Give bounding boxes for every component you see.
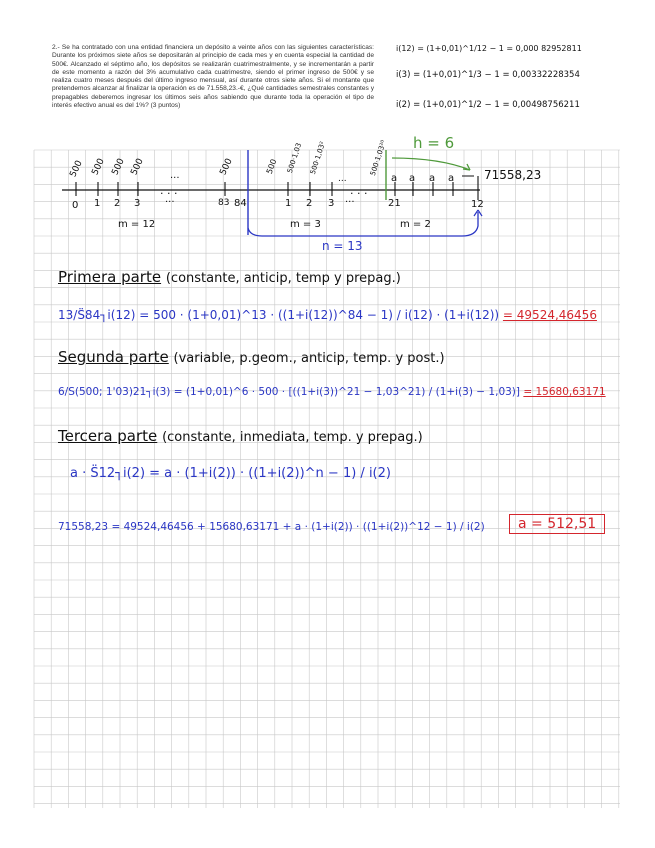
part1-formula [58,308,597,322]
tick-label: 3 [134,198,141,209]
tick-label: 2 [114,198,121,209]
part3-title: Tercera parte [58,427,158,445]
payment-p1: 500 [129,157,146,177]
payment-p2-dots: ... [338,174,347,184]
part2-result: = 15680,63171 [523,386,606,398]
payment-p2: 500·1,03² [308,140,328,176]
rate-i12: i(12) = (1+0,01)^1/12 − 1 = 0,000 82952811 [396,44,582,53]
final-equation: 71558,23 = 49524,46456 + 15680,63171 + a · (1+i(2)) · ((1+i(2))^12 − 1) / i(2) [58,521,485,533]
part1-expression: 13/S̈84┐i(12) = 500 · (1+0,01)^13 · ((1+i(12))^84 − 1) / i(12) · (1+i(12)) [58,308,500,322]
payment-p1: 500 [110,157,127,177]
rate-i2: i(2) = (1+0,01)^1/2 − 1 = 0,00498756211 [396,100,580,110]
part2-formula [58,386,606,398]
svg-text:. . .: . . . [160,184,178,197]
tick-label: ... [345,194,355,205]
payment-a: a [448,173,455,184]
payment-a: a [391,173,398,184]
payment-p2: 500·1,03²⁰ [368,139,388,177]
final-answer: a = 512,51 [509,514,605,534]
tick-label: 83 [218,198,230,208]
frequency-m1: m = 12 [118,219,156,230]
tick-label: 1 [285,198,292,209]
part2-expression: 6/S(500; 1'03)21┐i(3) = (1+0,01)^6 · 500 · [((1+i(3))^21 − 1,03^21) / (1+i(3) − 1,03)] [58,386,521,398]
part2-title: Segunda parte [58,348,169,366]
tick-label: 1 [94,198,101,209]
part1-heading [58,268,401,286]
final-amount: 71558,23 [484,168,542,182]
part1-subtitle: (constante, anticip, temp y prepag.) [165,271,401,286]
payment-p2: 500·1,03 [285,141,304,175]
svg-text:. . .: . . . [350,184,368,197]
payment-p1: 500 [68,159,85,179]
part1-title: Primera parte [58,268,162,286]
frequency-m3: m = 2 [400,219,431,230]
tick-label: 12 [471,199,484,210]
tick-label: 0 [72,200,79,211]
payment-p2: 500 [264,157,279,176]
tick-label: 3 [328,198,335,209]
part1-result: = 49524,46456 [502,308,597,322]
payment-p1-dots: ... [170,170,180,181]
part3-heading [58,427,423,445]
part3-formula: a · S̈12┐i(2) = a · (1+i(2)) · ((1+i(2))^n − 1) / i(2) [70,466,391,481]
n-label: n = 13 [322,239,363,253]
payment-p1: 500 [218,157,235,177]
frequency-m2: m = 3 [290,219,321,230]
part2-heading [58,348,445,366]
tick-label: 84 [234,198,247,209]
part3-subtitle: (constante, inmediata, temp. y prepag.) [162,430,423,445]
payment-a: a [429,173,436,184]
part2-subtitle: (variable, p.geom., anticip, temp. y post.) [173,351,445,366]
rate-i3: i(3) = (1+0,01)^1/3 − 1 = 0,00332228354 [396,70,580,80]
tick-label: ... [165,194,175,205]
payment-p1: 500 [90,157,107,177]
h-arrow [392,158,470,170]
tick-label: 2 [306,198,313,209]
h-label: h = 6 [413,134,455,152]
tick-label: 21 [388,198,401,209]
payment-a: a [409,173,416,184]
n-bracket [248,212,478,236]
problem-statement: 2.- Se ha contratado con una entidad financiera un depósito a veinte años con las siguientes características: Durante los próximos siete años se depositarán al principio de cada mes y en cuenta especial la cantidad de 500€. Alcanzado el séptimo año, los depósitos se realizarán cuatrimestralmente, y se incrementarán a partir de este momento a razón del 3% acumulativo cada cuatrimestre, siendo el primer ingreso de 500€ y se realiza cuatro meses después del último ingreso mensual, así durante otros siete años. Si el montante que pretendemos alcanzar al finalizar la operación es de 71.558,23.-€, ¿Qué cantidades semestrales constantes y prepagables deberemos ingresar los últimos seis años sabiendo que durante toda la operación el tipo de interés efectivo anual es del 1%? (3 puntos) [52,44,374,110]
